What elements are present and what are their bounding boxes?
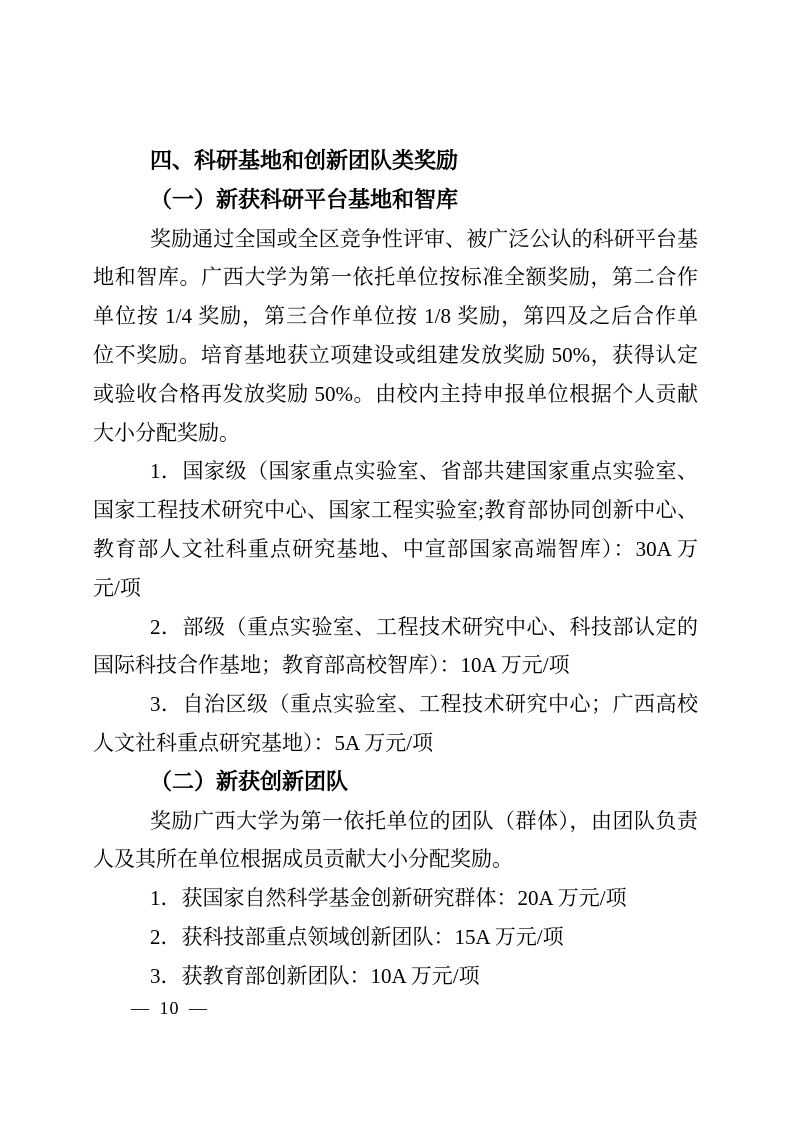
page-footer: [131, 998, 208, 1019]
page-number: — 10 —: [131, 998, 208, 1018]
body-text-line: 2．获科技部重点领域创新团队：15A 万元/项: [150, 924, 564, 949]
body-text-line: 2．部级（重点实验室、工程技术研究中心、科技部认定的: [150, 614, 698, 639]
body-text-line: 大小分配奖励。: [93, 420, 240, 445]
body-text-line: 人文社科重点研究基地）：5A 万元/项: [93, 730, 434, 755]
body-text-line: 元/项: [93, 575, 141, 600]
body-text-line: 教育部人文社科重点研究基地、中宣部国家高端智库）：30A 万: [93, 536, 698, 561]
body-text-line: 单位按 1/4 奖励，第三合作单位按 1/8 奖励，第四及之后合作单: [93, 304, 698, 329]
body-text-line: 1．获国家自然科学基金创新研究群体：20A 万元/项: [150, 886, 627, 911]
body-text-line: 位不奖励。培育基地获立项建设或组建发放奖励 50%，获得认定: [93, 342, 698, 367]
body-text-line: 3．自治区级（重点实验室、工程技术研究中心；广西高校: [150, 692, 698, 717]
body-text-line: 或验收合格再发放奖励 50%。由校内主持申报单位根据个人贡献: [93, 381, 698, 406]
body-text-line: 奖励通过全国或全区竞争性评审、被广泛公认的科研平台基: [150, 226, 698, 251]
body-text-line: 国际科技合作基地；教育部高校智库）：10A 万元/项: [93, 653, 570, 678]
document-body: [93, 142, 698, 996]
body-text-line: 地和智库。广西大学为第一依托单位按标准全额奖励，第二合作: [93, 265, 698, 290]
body-text-line: 奖励广西大学为第一依托单位的团队（群体），由团队负责: [150, 808, 698, 833]
subsection-heading: （一）新获科研平台基地和智库: [150, 186, 459, 212]
section-heading: 四、科研基地和创新团队类奖励: [150, 148, 459, 173]
body-text-line: 国家工程技术研究中心、国家工程实验室;教育部协同创新中心、: [93, 498, 698, 523]
body-text-line: 1．国家级（国家重点实验室、省部共建国家重点实验室、: [150, 459, 698, 484]
body-text-line: 人及其所在单位根据成员贡献大小分配奖励。: [93, 847, 513, 872]
body-text-line: 3．获教育部创新团队：10A 万元/项: [150, 963, 480, 988]
subsection-heading: （二）新获创新团队: [150, 768, 349, 794]
